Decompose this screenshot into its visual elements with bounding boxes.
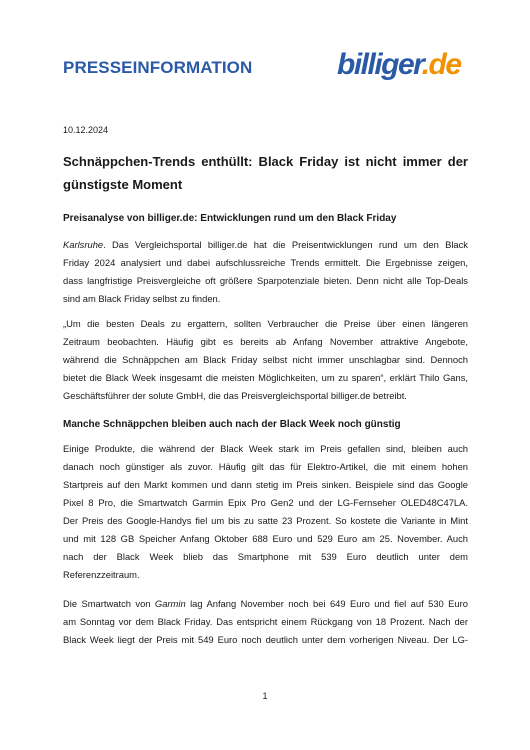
paragraph-quote (63, 315, 468, 405)
paragraph-line: Pixel 8 Pro, die Smartwatch Garmin Epix Pro Gen2 und der LG-Fernseher OLED48C47LA. (63, 497, 468, 508)
paragraph-line: „Um die besten Deals zu ergattern, sollten Verbraucher die Preise über einen längeren (63, 318, 468, 329)
paragraph-line: Zeitraum beobachten. Häufig gibt es bereits ab Anfang November attraktive Angebote, (63, 336, 468, 347)
paragraph-line: Die Smartwatch von Garmin lag Anfang November noch bei 649 Euro und fiel auf 530 Euro (63, 598, 468, 609)
paragraph-line: Der Preis des Google-Handys fiel um bis zu satte 23 Prozent. So kostete die Variante in Mint (63, 515, 468, 526)
logo-text-part1: billiger (337, 48, 422, 81)
paragraph-line: dass langfristige Preisvergleiche oft größere Sparpotenziale bieten. Denn nicht alle Top-Deals (63, 275, 468, 286)
paragraph-line: Einige Produkte, die während der Black Week stark im Preis gefallen sind, bleiben auch (63, 443, 468, 454)
paragraph-intro (63, 236, 468, 308)
document-heading: PRESSEINFORMATION (63, 58, 253, 77)
subheading-black-week: Manche Schnäppchen bleiben auch nach der Black Week noch günstig (63, 419, 401, 430)
billiger-logo (337, 47, 461, 83)
paragraph-examples (63, 440, 468, 584)
paragraph-line: sind am Black Friday selbst zu finden. (63, 293, 221, 304)
logo-text-part2: .de (421, 48, 461, 81)
paragraph-line: nach der Black Week blieb das Smartphone mit 539 Euro deutlich unter dem (63, 551, 468, 562)
paragraph-line: Referenzzeitraum. (63, 569, 140, 580)
headline: Schnäppchen-Trends enthüllt: Black Friday ist nicht immer der günstigste Moment (63, 154, 468, 192)
paragraph-line: Black Week liegt der Preis mit 549 Euro noch deutlich unter dem vorherigen Niveau. Der LG- (63, 634, 468, 645)
release-date: 10.12.2024 (63, 125, 109, 135)
paragraph-line: Geschäftsführer der solute GmbH, die das Preisvergleichsportal billiger.de betreibt. (63, 390, 407, 401)
paragraph-line: Karlsruhe. Das Vergleichsportal billiger.de hat die Preisentwicklungen rund um den Black (63, 239, 468, 250)
paragraph-line: während die Schnäppchen am Black Friday selbst nicht immer unschlagbar sind. Dennoch (63, 354, 468, 365)
brand-name: Garmin (154, 598, 186, 609)
paragraph-line: bietet die Black Week insgesamt die meisten Möglichkeiten, um zu sparen“, erklärt Thilo Gans, (63, 372, 468, 383)
paragraph-line: am Sonntag vor dem Black Friday. Das entspricht einem Rückgang von 18 Prozent. Nach der (63, 616, 468, 627)
paragraph-line: und mit 128 GB Speicher Anfang Oktober 688 Euro und 529 Euro am 25. November. Auch (63, 533, 468, 544)
location-text: Karlsruhe (63, 239, 104, 250)
paragraph-line: Friday 2024 analysiert und dabei aufschlussreiche Trends ermittelt. Die Ergebnisse zeigen, (63, 257, 468, 268)
paragraph-garmin (63, 595, 468, 649)
page-number: 1 (262, 691, 268, 701)
subheading-price-analysis: Preisanalyse von billiger.de: Entwicklungen rund um den Black Friday (63, 213, 397, 224)
paragraph-line: Startpreis auf den Markt kommen und dann stetig im Preis sinken. Beispiele sind das Google (63, 479, 468, 490)
paragraph-line: danach noch günstiger als zuvor. Häufig gilt das für Elektro-Artikel, die mit einem hohen (63, 461, 468, 472)
